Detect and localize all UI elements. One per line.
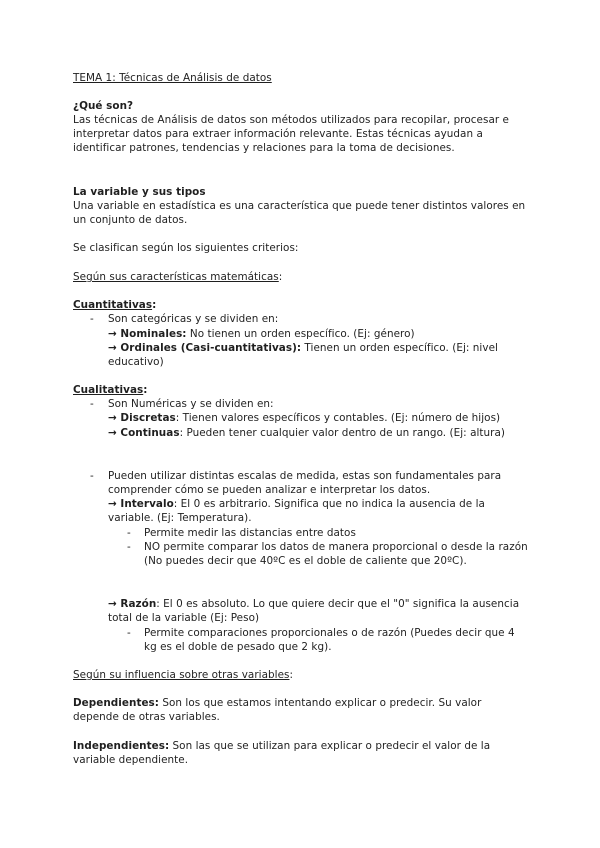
cualitativas-intro: Son Numéricas y se dividen en: [108, 398, 274, 410]
continuas-text: : Pueden tener cualquier valor dentro de un rango. (Ej: altura) [179, 427, 506, 439]
discretas-label: → Discretas [108, 412, 176, 424]
razon-text: : El 0 es absoluto. Lo que quiere decir que el "0" significa la ausencia total de la variable (Ej: Peso) [108, 598, 520, 625]
cualitativas-bullet: - [90, 398, 94, 410]
dependientes-text: Son los que estamos intentando explicar o predecir. Su valor depende de otras variables. [73, 697, 482, 724]
nominales-text: No tienen un orden específico. (Ej: género) [186, 328, 415, 340]
variable-paragraph: Una variable en estadística es una característica que puede tener distintos valores en un conjunto de datos. [73, 200, 526, 227]
nominales-item [108, 327, 528, 341]
matematicas-heading-text: Según sus características matemáticas [73, 271, 279, 283]
independientes-label: Independientes: [73, 740, 170, 752]
independientes-paragraph [73, 739, 528, 767]
razon-item-1: Permite comparaciones proporcionales o de razón (Puedes decir que 4 kg es el doble de pesado que 2 kg). [144, 627, 515, 654]
dependientes-label: Dependientes: [73, 697, 160, 709]
intervalo-bullet-2: - [127, 541, 131, 553]
que-son-heading: ¿Qué son? [73, 100, 134, 112]
variable-heading: La variable y sus tipos [73, 186, 206, 198]
intervalo-text: : El 0 es arbitrario. Significa que no indica la ausencia de la variable. (Ej: Temperatura). [108, 498, 485, 525]
discretas-text: : Tienen valores específicos y contables. (Ej: número de hijos) [175, 412, 501, 424]
cuantitativas-bullet: - [90, 313, 94, 325]
discretas-item [108, 411, 528, 425]
razon-label: → Razón [108, 598, 157, 610]
dependientes-paragraph [73, 696, 528, 724]
razon-item [108, 597, 528, 625]
independientes-text: Son las que se utilizan para explicar o predecir el valor de la variable dependiente. [73, 740, 491, 767]
criterios-text: Se clasifican según los siguientes criterios: [73, 242, 299, 254]
matematicas-colon: : [278, 271, 283, 283]
cualitativas-colon: : [143, 384, 148, 396]
continuas-label: → Continuas [108, 427, 180, 439]
page-title [73, 71, 528, 85]
ordinales-text: Tienen un orden específico. (Ej: nivel educativo) [108, 342, 498, 369]
cuantitativas-heading [73, 298, 528, 312]
razon-bullet-1: - [127, 627, 131, 639]
intervalo-item-1: Permite medir las distancias entre datos [144, 527, 356, 539]
intervalo-item-2: NO permite comparar los datos de manera proporcional o desde la razón (No puedes decir que 40ºC es el doble de caliente que 20ºC). [144, 541, 528, 568]
title-text: TEMA 1: Técnicas de Análisis de datos [73, 72, 272, 84]
influencia-colon: : [289, 669, 294, 681]
cualitativas-heading [73, 383, 528, 397]
cuantitativas-intro: Son categóricas y se dividen en: [108, 313, 279, 325]
intervalo-label: → Intervalo [108, 498, 174, 510]
que-son-paragraph: Las técnicas de Análisis de datos son métodos utilizados para recopilar, procesar e interpretar datos para extraer información relevante. Estas técnicas ayudan a identificar patrones, tendencias y relaciones para la toma de decisiones. [73, 114, 509, 155]
matematicas-heading [73, 270, 528, 284]
influencia-heading-text: Según su influencia sobre otras variables [73, 669, 290, 681]
escalas-bullet: - [90, 470, 94, 482]
ordinales-item [108, 341, 528, 369]
intervalo-item [108, 497, 528, 525]
nominales-label: → Nominales: [108, 328, 187, 340]
ordinales-label: → Ordinales (Casi-cuantitativas): [108, 342, 302, 354]
cualitativas-heading-text: Cualitativas [73, 384, 144, 396]
intervalo-bullet-1: - [127, 527, 131, 539]
cuantitativas-heading-text: Cuantitativas [73, 299, 153, 311]
influencia-heading [73, 668, 528, 682]
continuas-item [108, 426, 528, 440]
cuantitativas-colon: : [152, 299, 157, 311]
escalas-intro: Pueden utilizar distintas escalas de medida, estas son fundamentales para comprender cómo se pueden analizar e interpretar los datos. [108, 470, 502, 497]
